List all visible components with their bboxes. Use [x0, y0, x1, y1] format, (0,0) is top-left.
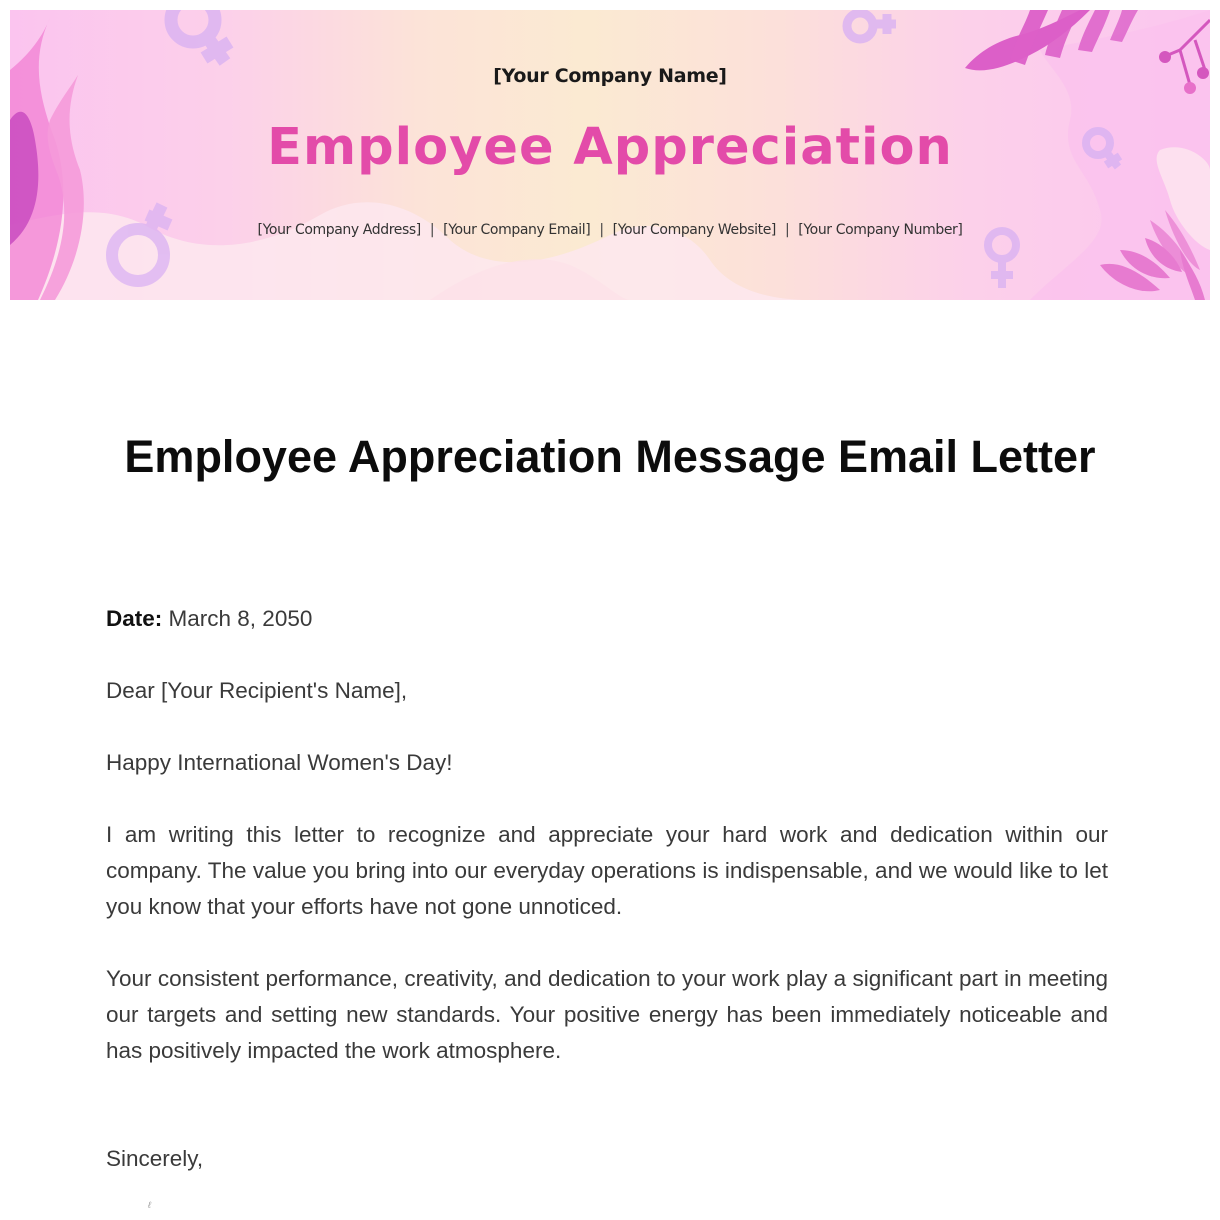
- banner-title: Employee Appreciation: [267, 118, 953, 177]
- company-address: [Your Company Address]: [257, 222, 421, 238]
- company-website: [Your Company Website]: [612, 222, 776, 238]
- date-line: [106, 601, 1108, 637]
- document-title: Employee Appreciation Message Email Letter: [124, 431, 1096, 482]
- date-label: Date:: [106, 606, 163, 631]
- greeting: Happy International Women's Day!: [106, 750, 453, 775]
- company-name: [Your Company Name]: [493, 65, 727, 87]
- company-number: [Your Company Number]: [798, 222, 963, 238]
- separator: |: [429, 222, 435, 238]
- salutation: Dear [Your Recipient's Name],: [106, 678, 408, 703]
- signature-mark: ℓ: [148, 1200, 151, 1210]
- date-value: March 8, 2050: [168, 606, 313, 631]
- company-email: [Your Company Email]: [443, 222, 591, 238]
- closing: Sincerely,: [106, 1146, 204, 1171]
- header-banner: [10, 10, 1210, 300]
- female-symbol-icon: [988, 231, 1016, 288]
- separator: |: [784, 222, 790, 238]
- letter-body: [106, 601, 1108, 1213]
- female-symbol-icon: [847, 13, 896, 39]
- paragraph-recognition: I am writing this letter to recognize and appreciate your hard work and dedication within our company. The value you bring into our everyday operations is indispensable, and we would like to let you know that your efforts have not gone unnoticed.: [106, 822, 1108, 919]
- separator: |: [599, 222, 604, 238]
- company-contact-line: [10, 222, 1210, 238]
- female-symbol-icon: [171, 10, 230, 62]
- paragraph-performance: Your consistent performance, creativity, and dedication to your work play a significant part in meeting our targets and setting new standards. Your positive energy has been immediately noticeable and has positively impacted the work atmosphere.: [106, 966, 1108, 1063]
